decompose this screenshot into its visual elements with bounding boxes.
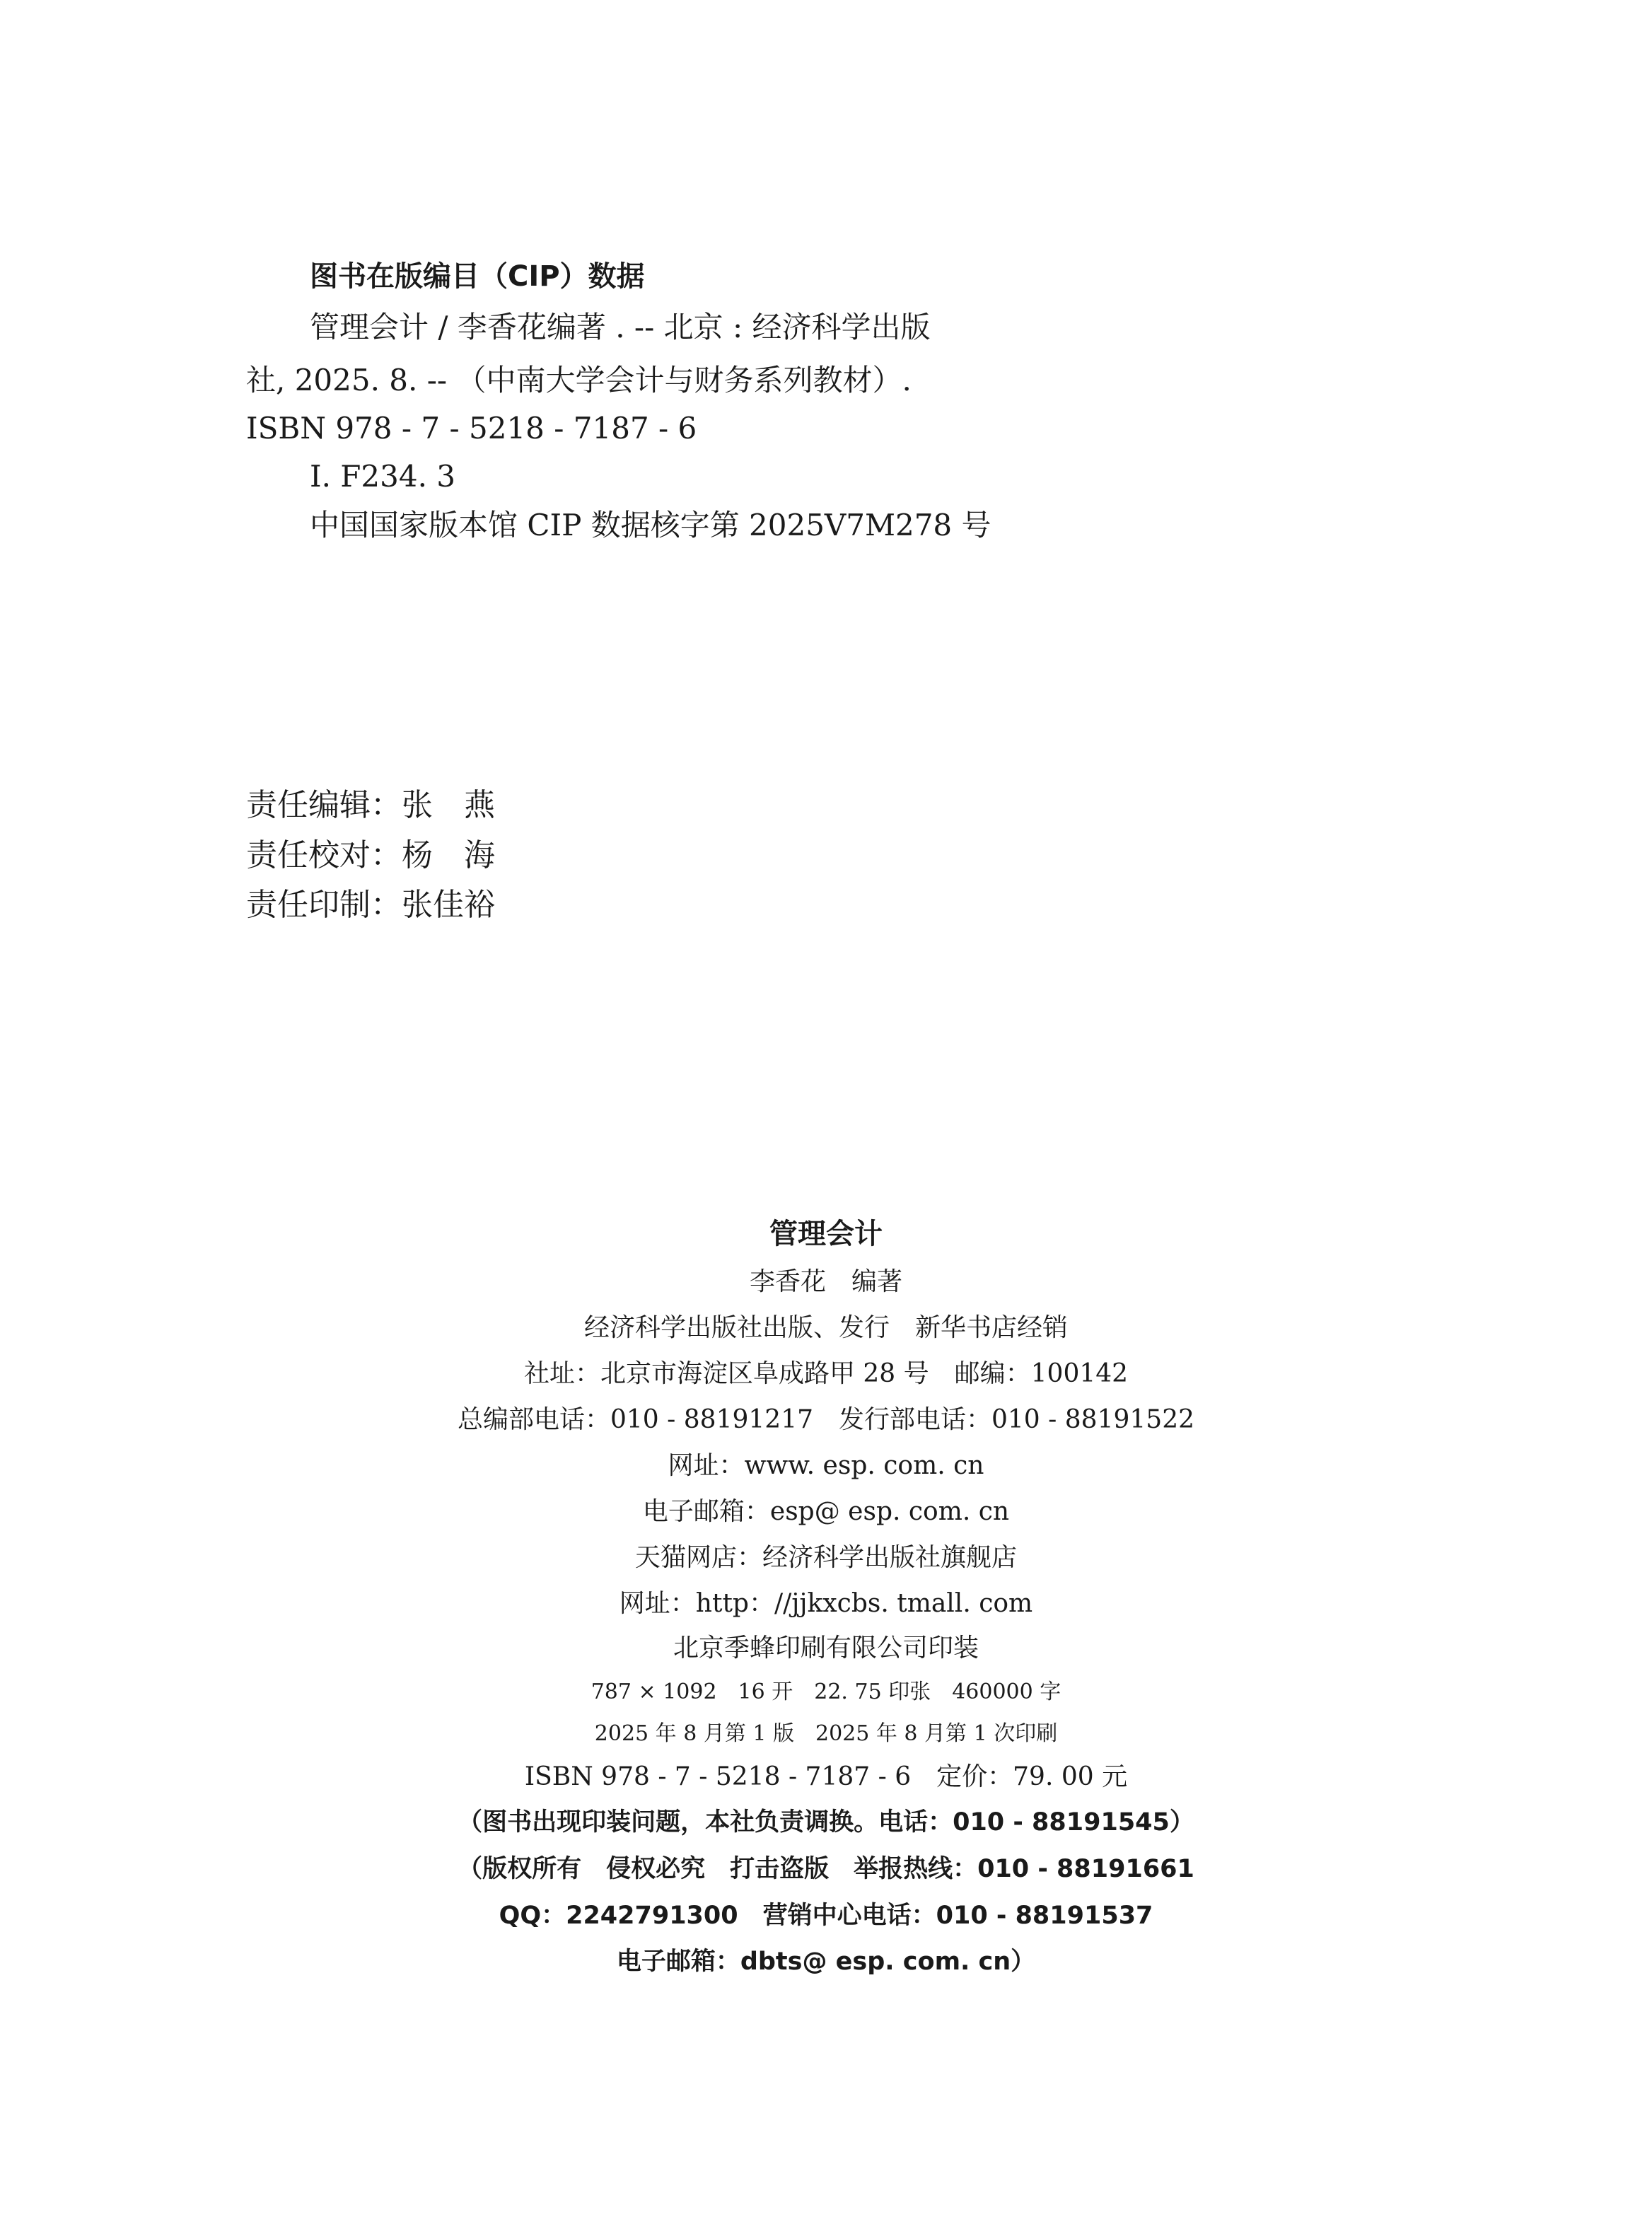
notice-email: 电子邮箱：dbts@ esp. com. cn） [616, 1948, 1036, 1976]
cip-heading: 图书在版编目（CIP）数据 [310, 260, 645, 293]
imprint-isbn-price: ISBN 978 - 7 - 5218 - 7187 - 6 定价：79. 00 元 [524, 1762, 1128, 1791]
imprint-publisher: 经济科学出版社出版、发行 新华书店经销 [583, 1313, 1068, 1342]
notice-qq-marketing: QQ：2242791300 营销中心电话：010 - 88191537 [499, 1902, 1153, 1930]
imprint-printer: 北京季蜂印刷有限公司印装 [673, 1634, 979, 1663]
imprint-email: 电子邮箱：esp@ esp. com. cn [642, 1497, 1010, 1526]
imprint-author: 李香花 编著 [749, 1267, 902, 1296]
imprint-website: 网址：www. esp. com. cn [668, 1451, 984, 1480]
imprint-format: 787 × 1092 16 开 22. 75 印张 460000 字 [591, 1680, 1061, 1704]
cip-line-title-author: 管理会计 / 李香花编著 . -- 北京 : 经济科学出版 [310, 310, 931, 344]
notice-print-quality: （图书出现印装问题，本社负责调换。电话：010 - 88191545） [458, 1808, 1194, 1837]
responsible-printing: 责任印制：张佳裕 [246, 887, 495, 923]
imprint-tmall-url: 网址：http：//jjkxcbs. tmall. com [619, 1589, 1033, 1618]
responsible-proofreader: 责任校对：杨 海 [246, 837, 495, 873]
cip-classification: Ⅰ. F234. 3 [310, 459, 456, 494]
imprint-book-title: 管理会计 [769, 1218, 883, 1250]
imprint-address: 社址：北京市海淀区阜成路甲 28 号 邮编：100142 [523, 1359, 1129, 1388]
notice-copyright-hotline: （版权所有 侵权必究 打击盗版 举报热线：010 - 88191661 [458, 1855, 1194, 1883]
imprint-tmall-store: 天猫网店：经济科学出版社旗舰店 [634, 1543, 1017, 1572]
imprint-edition: 2025 年 8 月第 1 版 2025 年 8 月第 1 次印刷 [594, 1721, 1058, 1746]
cip-record-number: 中国国家版本馆 CIP 数据核字第 2025V7M278 号 [310, 508, 991, 542]
cip-isbn: ISBN 978 - 7 - 5218 - 7187 - 6 [246, 411, 697, 446]
imprint-phones: 总编部电话：010 - 88191217 发行部电话：010 - 88191522 [458, 1405, 1194, 1434]
cip-line-publisher-series: 社, 2025. 8. -- （中南大学会计与财务系列教材）. [246, 363, 912, 397]
responsible-editor: 责任编辑：张 燕 [246, 787, 495, 823]
